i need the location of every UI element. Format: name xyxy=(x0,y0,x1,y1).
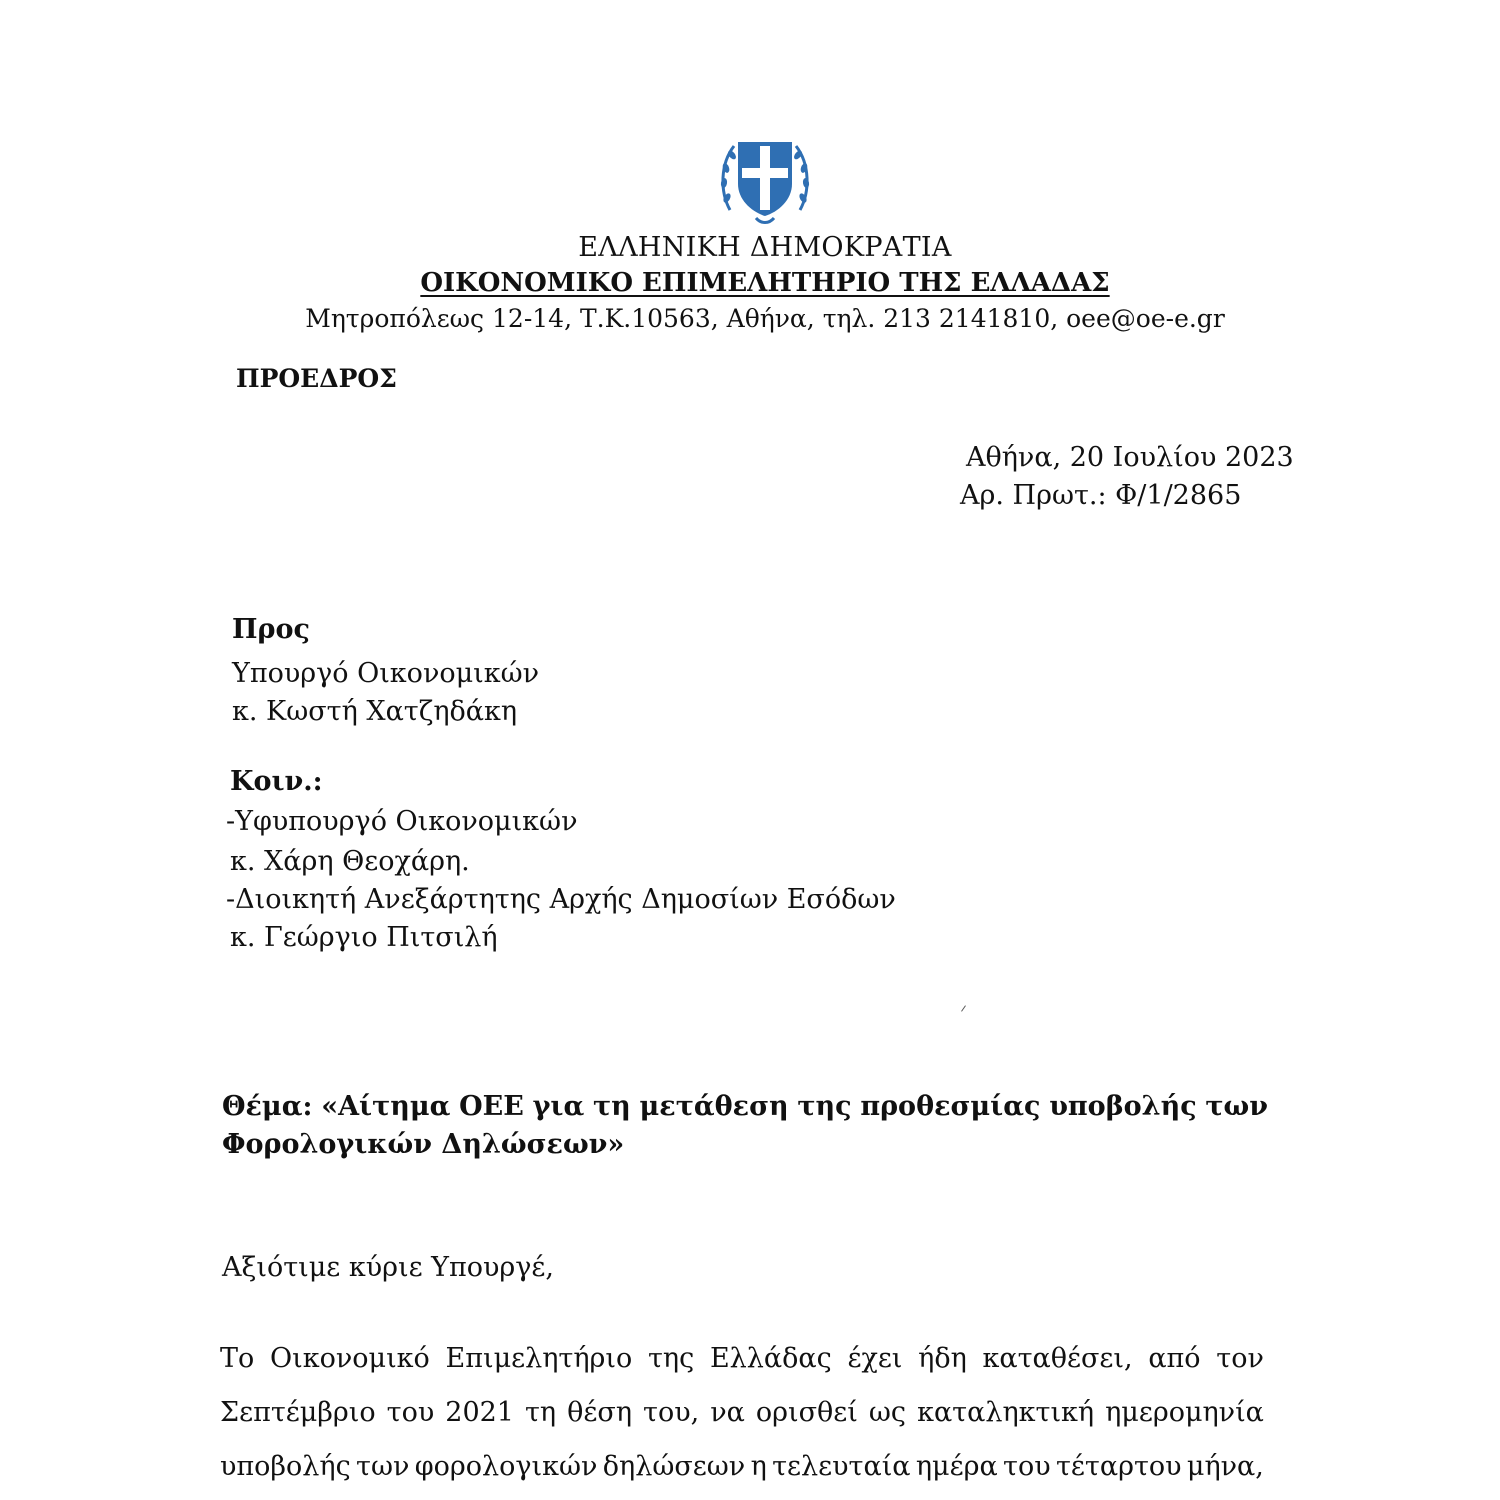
body-word: του xyxy=(1003,1451,1051,1482)
subject-word: προθεσμίας xyxy=(860,1091,1041,1122)
cc-line: -Υφυπουργό Οικονομικών xyxy=(226,806,578,837)
body-word: έχει xyxy=(847,1343,903,1374)
body-word: δηλώσεων xyxy=(602,1451,746,1482)
recipient-line: Υπουργό Οικονομικών xyxy=(232,658,540,689)
greek-coat-of-arms-icon xyxy=(716,128,814,228)
subject xyxy=(222,1088,1268,1164)
body-word: καταθέσει, xyxy=(982,1343,1133,1374)
body-word: της xyxy=(647,1343,695,1374)
subject-word: μετάθεση xyxy=(639,1091,789,1122)
body-word: τη xyxy=(525,1397,557,1428)
body-word: από xyxy=(1148,1343,1201,1374)
body-word: του xyxy=(386,1397,435,1428)
body-word: ως xyxy=(868,1397,907,1428)
body-word: ήδη xyxy=(918,1343,967,1374)
scan-mark xyxy=(961,1005,966,1011)
body-word: τον xyxy=(1216,1343,1264,1374)
subject-word: ΟΕΕ xyxy=(459,1091,524,1122)
body-line xyxy=(220,1386,1264,1440)
recipient-label: Προς xyxy=(232,614,310,645)
body-word: ημερομηνία xyxy=(1105,1397,1264,1428)
subject-word: Θέμα: xyxy=(222,1091,313,1122)
body-word: τελευταία xyxy=(772,1451,911,1482)
body-line xyxy=(220,1440,1264,1494)
body-word: Το xyxy=(220,1343,255,1374)
body-word: Σεπτέμβριο xyxy=(220,1397,376,1428)
body-word: μήνα, xyxy=(1186,1451,1264,1482)
protocol-number: Αρ. Πρωτ.: Φ/1/2865 xyxy=(960,480,1242,511)
cc-line: κ. Χάρη Θεοχάρη. xyxy=(230,846,470,877)
body-word: θέση xyxy=(567,1397,632,1428)
body-word: ορισθεί xyxy=(755,1397,858,1428)
subject-line: Φορολογικών Δηλώσεων» xyxy=(222,1129,625,1160)
subject-word: τη xyxy=(592,1091,631,1122)
body-word: υποβολής xyxy=(220,1451,351,1482)
body-word: των xyxy=(356,1451,410,1482)
body-word: τέταρτου xyxy=(1056,1451,1182,1482)
cc-line: -Διοικητή Ανεξάρτητης Αρχής Δημοσίων Εσόδων xyxy=(226,884,896,915)
body-word: καταληκτική xyxy=(917,1397,1095,1428)
body-line xyxy=(220,1332,1264,1386)
body-word: του, xyxy=(643,1397,700,1428)
subject-word: υποβολής xyxy=(1049,1091,1197,1122)
subject-word: των xyxy=(1205,1091,1268,1122)
greeting: Αξιότιμε κύριε Υπουργέ, xyxy=(222,1252,554,1283)
body-word: ημέρα xyxy=(915,1451,998,1482)
body-word: 2021 xyxy=(445,1397,514,1428)
recipient-line: κ. Κωστή Χατζηδάκη xyxy=(232,696,518,727)
office-title: ΠΡΟΕΔΡΟΣ xyxy=(236,364,397,393)
subject-word: της xyxy=(797,1091,852,1122)
date-line: Αθήνα, 20 Ιουλίου 2023 xyxy=(966,442,1294,473)
subject-word: για xyxy=(532,1091,585,1122)
body-word: Επιμελητήριο xyxy=(445,1343,633,1374)
cc-label: Κοιν.: xyxy=(230,766,323,797)
header-address: Μητροπόλεως 12-14, Τ.Κ.10563, Αθήνα, τηλ. 213 2141810, oee@oe-e.gr xyxy=(305,304,1225,333)
header-country: ΕΛΛΗΝΙΚΗ ΔΗΜΟΚΡΑΤΙΑ xyxy=(578,232,952,263)
body-paragraph xyxy=(220,1332,1264,1494)
body-word: η xyxy=(750,1451,767,1482)
subject-line xyxy=(222,1088,1268,1126)
body-word: φορολογικών xyxy=(414,1451,598,1482)
body-word: Οικονομικό xyxy=(270,1343,430,1374)
cc-line: κ. Γεώργιο Πιτσιλή xyxy=(230,922,498,953)
subject-word: «Αίτημα xyxy=(321,1091,451,1122)
body-word: Ελλάδας xyxy=(709,1343,832,1374)
body-word: να xyxy=(710,1397,745,1428)
header-organization: ΟΙΚΟΝΟΜΙΚΟ ΕΠΙΜΕΛΗΤΗΡΙΟ ΤΗΣ ΕΛΛΑΔΑΣ xyxy=(420,268,1110,298)
